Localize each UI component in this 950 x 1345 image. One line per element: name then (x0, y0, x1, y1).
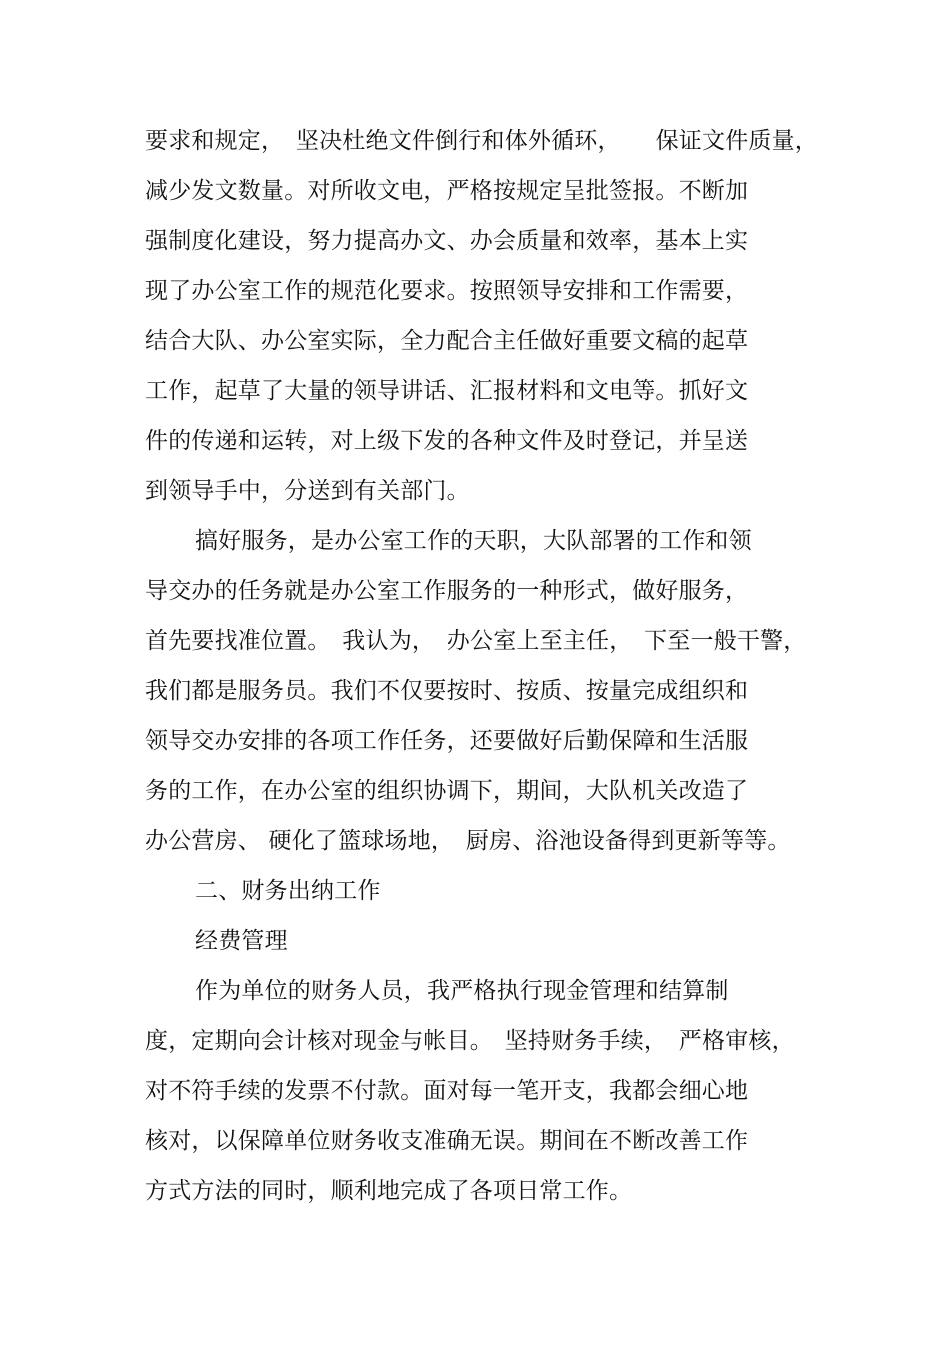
text-line: 我们都是服务员。我们不仅要按时、按质、按量完成组织和 (145, 678, 749, 704)
text-line: 首先要找准位置。 我认为， 办公室上至主任， 下至一般干警， (145, 628, 807, 654)
text-line: 领导交办安排的各项工作任务，还要做好后勤保障和生活服 (145, 728, 749, 754)
text-line: 现了办公室工作的规范化要求。按照领导安排和工作需要， (145, 278, 749, 304)
text-line: 要求和规定， 坚决杜绝文件倒行和体外循环， 保证文件质量， (145, 128, 818, 154)
text-line: 导交办的任务就是办公室工作服务的一种形式，做好服务， (145, 578, 749, 604)
text-line: 务的工作，在办公室的组织协调下，期间，大队机关改造了 (145, 778, 749, 804)
text-line: 工作，起草了大量的领导讲话、汇报材料和文电等。抓好文 (145, 378, 749, 404)
text-line: 到领导手中，分送到有关部门。 (145, 478, 470, 504)
text-line: 对不符手续的发票不付款。面对每一笔开支，我都会细心地 (145, 1078, 749, 1104)
section-heading: 二、财务出纳工作 (195, 878, 381, 904)
paragraph-start-line: 搞好服务，是办公室工作的天职，大队部署的工作和领 (195, 528, 752, 554)
text-line: 减少发文数量。对所收文电，严格按规定呈批签报。不断加 (145, 178, 749, 204)
text-line: 方式方法的同时，顺利地完成了各项日常工作。 (145, 1178, 633, 1204)
text-line: 结合大队、办公室实际，全力配合主任做好重要文稿的起草 (145, 328, 749, 354)
text-line: 件的传递和运转，对上级下发的各种文件及时登记，并呈送 (145, 428, 749, 454)
text-line: 度，定期向会计核对现金与帐目。 坚持财务手续， 严格审核， (145, 1028, 795, 1054)
subsection-heading: 经费管理 (195, 928, 288, 954)
text-line: 强制度化建设，努力提高办文、办会质量和效率，基本上实 (145, 228, 749, 254)
text-line: 办公营房、 硬化了篮球场地， 厨房、浴池设备得到更新等等。 (145, 828, 791, 854)
text-line: 核对，以保障单位财务收支准确无误。期间在不断改善工作 (145, 1128, 749, 1154)
paragraph-start-line: 作为单位的财务人员，我严格执行现金管理和结算制 (195, 978, 729, 1004)
